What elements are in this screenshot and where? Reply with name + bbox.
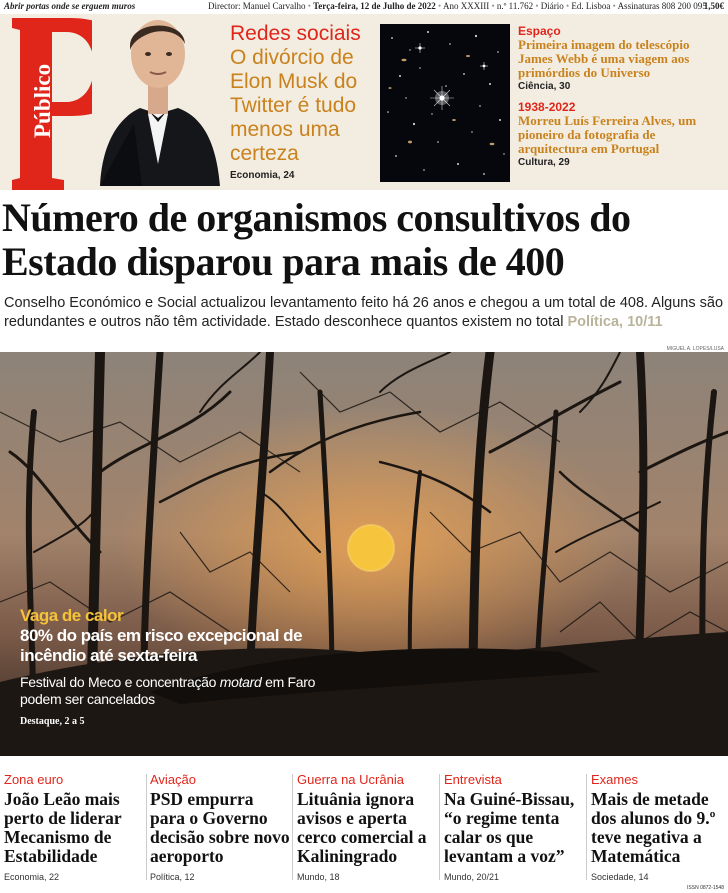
fire-kicker: Vaga de calor (20, 606, 124, 625)
subscriptions: Assinaturas 808 200 095 (617, 1, 707, 11)
bottom-story-exames[interactable] (591, 772, 728, 884)
webb-kicker: Espaço (518, 24, 561, 38)
issn-code: ISSN 0872-1548 (687, 885, 724, 891)
side-story-webb[interactable] (518, 24, 724, 92)
bottom-section-ref: Economia, 22 (4, 872, 60, 882)
bottom-section-ref: Sociedade, 14 (591, 872, 649, 882)
bottom-headline[interactable]: Mais de metade dos alunos do 9.º teve negativa a Matemática (591, 789, 716, 866)
side-stories (518, 24, 724, 168)
column-divider (586, 774, 587, 880)
bottom-headline[interactable]: PSD empurra para o Governo decisão sobre novo aeroporto (150, 789, 290, 866)
column-divider (146, 774, 147, 880)
bottom-story-zona-euro[interactable] (4, 772, 146, 884)
fire-subheadline: Festival do Meco e concentração motard em Faro podem ser cancelados (20, 674, 316, 707)
masthead-info-bar (0, 0, 728, 14)
date: Terça-feira, 12 de Julho de 2022 (313, 1, 436, 11)
fire-headline[interactable]: 80% do país em risco excepcional de incêndio até sexta-feira (20, 626, 303, 665)
bottom-section-ref: Política, 12 (150, 872, 195, 882)
obituary-kicker: 1938-2022 (518, 100, 576, 114)
bottom-story-ucrania[interactable] (297, 772, 439, 884)
musk-story[interactable] (230, 22, 375, 181)
main-headline[interactable]: Número de organismos consultivos do Estado disparou para mais de 400 (2, 195, 631, 284)
year: Ano XXXIII (442, 1, 490, 11)
bottom-story-aviacao[interactable] (150, 772, 292, 884)
column-divider (292, 774, 293, 880)
issue-number: n.º 11.762 (496, 1, 534, 11)
elon-musk-photo (92, 14, 222, 186)
main-section-ref: Política, 10/11 (567, 314, 663, 330)
bottom-kicker: Aviação (150, 772, 197, 787)
tagline: Abrir portas onde se erguem muros (4, 1, 136, 11)
bottom-kicker: Entrevista (444, 772, 502, 787)
logo-wordmark: Público (30, 63, 55, 138)
webb-section-ref: Ciência, 30 (518, 81, 571, 92)
webb-headline[interactable]: Primeira imagem do telescópio James Webb é uma viagem aos primórdios do Universo (518, 37, 690, 80)
bottom-kicker: Guerra na Ucrânia (297, 772, 404, 787)
bottom-section-ref: Mundo, 20/21 (444, 872, 500, 882)
bottom-headline[interactable]: Lituânia ignora avisos e aperta cerco comercial a Kaliningrado (297, 789, 427, 866)
director: Director: Manuel Carvalho (208, 1, 306, 11)
obituary-section-ref: Cultura, 29 (518, 157, 570, 168)
main-lead-text: Conselho Económico e Social actualizou levantamento feito há 26 anos e chegou a um total de 408. Alguns são redundantes e outros não têm actividade. Estado desconhece quantos existem no total (4, 295, 724, 330)
fire-story[interactable] (20, 606, 320, 727)
musk-kicker: Redes sociais (230, 22, 361, 45)
james-webb-deep-field-photo (380, 24, 510, 182)
bottom-stories (0, 772, 728, 884)
column-divider (439, 774, 440, 880)
bottom-headline[interactable]: Na Guiné-Bissau, “o regime tenta calar os que levantam a voz” (444, 789, 575, 866)
edition: Ed. Lisboa (571, 1, 611, 11)
photo-credit: MIGUEL A. LOPES/LUSA (666, 346, 724, 352)
bottom-headline[interactable]: João Leão mais perto de liderar Mecanismo de Estabilidade (4, 789, 122, 866)
fire-section-ref: Destaque, 2 a 5 (20, 716, 85, 727)
musk-section-ref: Economia, 24 (230, 170, 295, 181)
side-story-obituary[interactable] (518, 100, 724, 168)
bottom-section-ref: Mundo, 18 (297, 872, 340, 882)
frequency: Diário (540, 1, 564, 11)
obituary-headline[interactable]: Morreu Luís Ferreira Alves, um pioneiro da fotografia de arquitectura em Portugal (518, 113, 697, 156)
bottom-story-entrevista[interactable] (444, 772, 586, 884)
bottom-kicker: Exames (591, 772, 638, 787)
price: 1,50€ (703, 1, 724, 11)
musk-headline[interactable]: O divórcio de Elon Musk do Twitter é tudo menos uma certeza (230, 46, 358, 165)
bottom-kicker: Zona euro (4, 772, 64, 787)
edition-info: Director: Manuel Carvalho • Terça-feira, 12 de Julho de 2022 • Ano XXXIII • n.º 11.762 • Diário • Ed. Lisboa • Assinaturas 808 200 095 (208, 1, 707, 11)
main-lead (4, 294, 724, 332)
header-band (0, 14, 728, 190)
